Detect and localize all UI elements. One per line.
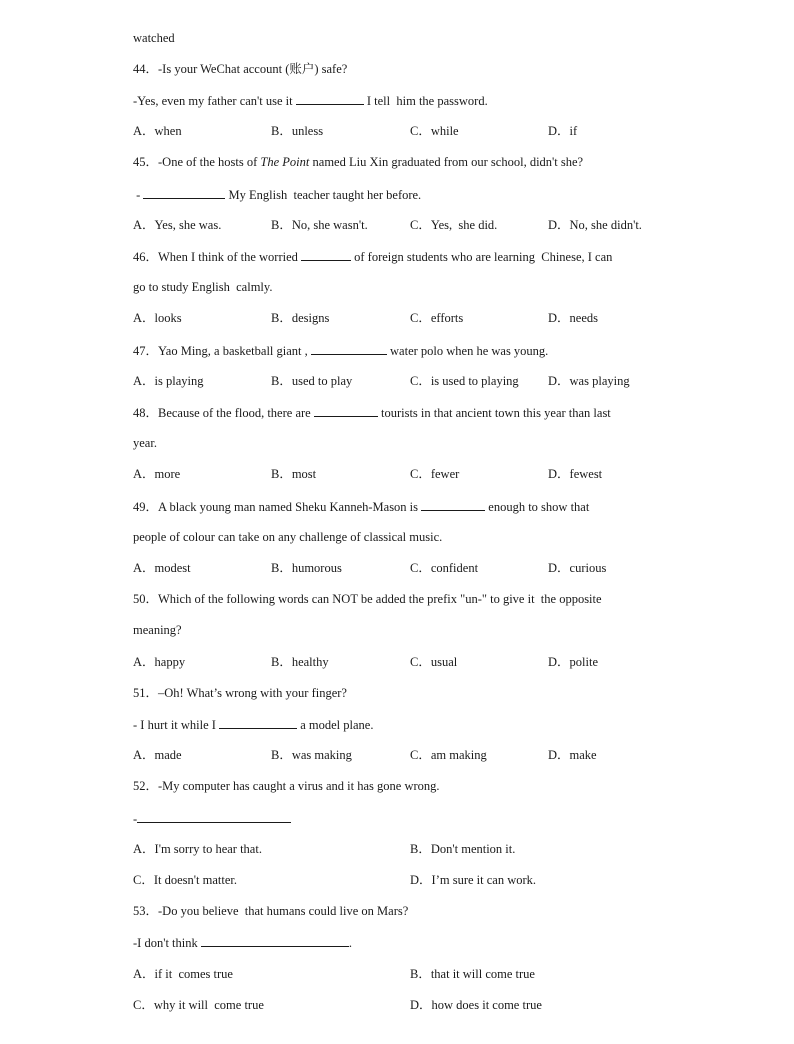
q49-option-a[interactable]: A．modest	[133, 561, 191, 575]
q49-stem: 49．A black young man named Sheku Kanneh-Mason is enough to show that	[133, 500, 590, 514]
q50-option-a[interactable]: A．happy	[133, 655, 186, 669]
q53-option-c[interactable]: C．why it will come true	[133, 998, 264, 1012]
q51-reply: - I hurt it while I a model plane.	[133, 718, 374, 732]
q50-stem-cont: meaning?	[133, 623, 182, 637]
q45-reply: - My English teacher taught her before.	[133, 188, 422, 202]
q49-stem-cont: people of colour can take on any challenge of classical music.	[133, 530, 443, 544]
q49-option-c[interactable]: C．confident	[410, 561, 479, 575]
q48-option-a[interactable]: A．more	[133, 467, 181, 481]
q46-option-c[interactable]: C．efforts	[410, 311, 464, 325]
q52-option-d[interactable]: D．I’m sure it can work.	[410, 873, 537, 887]
q53-option-a[interactable]: A．if it comes true	[133, 967, 233, 981]
q44-option-d[interactable]: D．if	[548, 124, 578, 138]
q47-option-d[interactable]: D．was playing	[548, 374, 630, 388]
q44-option-b[interactable]: B．unless	[271, 124, 324, 138]
answer-blank[interactable]	[201, 934, 349, 947]
program-title: The Point	[260, 155, 310, 169]
q50-option-d[interactable]: D．polite	[548, 655, 598, 669]
q48-option-b[interactable]: B．most	[271, 467, 317, 481]
q53-stem: 53．-Do you believe that humans could live on Mars?	[133, 904, 409, 918]
q44-reply: -Yes, even my father can't use it I tell him the password.	[133, 94, 488, 108]
q45-option-b[interactable]: B．No, she wasn't.	[271, 218, 368, 232]
q51-stem: 51．–Oh! What’s wrong with your finger?	[133, 686, 347, 700]
q51-option-a[interactable]: A．made	[133, 748, 182, 762]
answer-blank[interactable]	[314, 404, 378, 417]
q46-option-d[interactable]: D．needs	[548, 311, 598, 325]
answer-blank[interactable]	[219, 716, 297, 729]
q50-stem: 50．Which of the following words can NOT be added the prefix "un-" to give it the opposite	[133, 592, 602, 606]
q49-option-b[interactable]: B．humorous	[271, 561, 342, 575]
q46-stem: 46．When I think of the worried of foreign students who are learning Chinese, I can	[133, 250, 613, 264]
q52-option-b[interactable]: B．Don't mention it.	[410, 842, 516, 856]
q46-option-a[interactable]: A．looks	[133, 311, 182, 325]
intro-text: watched	[133, 31, 175, 45]
q45-option-d[interactable]: D．No, she didn't.	[548, 218, 642, 232]
q48-stem: 48．Because of the flood, there are tourists in that ancient town this year than last	[133, 406, 611, 420]
q51-option-d[interactable]: D．make	[548, 748, 597, 762]
q50-option-b[interactable]: B．healthy	[271, 655, 329, 669]
answer-blank[interactable]	[311, 342, 387, 355]
q52-stem: 52．-My computer has caught a virus and it has gone wrong.	[133, 779, 440, 793]
q52-option-a[interactable]: A．I'm sorry to hear that.	[133, 842, 262, 856]
q47-option-c[interactable]: C．is used to playing	[410, 374, 519, 388]
q46-stem-cont: go to study English calmly.	[133, 280, 273, 294]
answer-blank[interactable]	[296, 92, 364, 105]
q47-stem: 47．Yao Ming, a basketball giant , water polo when he was young.	[133, 344, 549, 358]
q52-reply: -	[133, 810, 291, 827]
q44-stem: 44．-Is your WeChat account (账户) safe?	[133, 62, 348, 76]
q52-option-c[interactable]: C．It doesn't matter.	[133, 873, 237, 887]
answer-blank[interactable]	[143, 186, 225, 199]
q44-option-a[interactable]: A．when	[133, 124, 182, 138]
q48-option-d[interactable]: D．fewest	[548, 467, 603, 481]
q53-reply: -I don't think .	[133, 936, 352, 950]
q51-option-c[interactable]: C．am making	[410, 748, 487, 762]
q53-option-b[interactable]: B．that it will come true	[410, 967, 535, 981]
q48-stem-cont: year.	[133, 436, 157, 450]
q50-option-c[interactable]: C．usual	[410, 655, 458, 669]
answer-blank[interactable]	[301, 248, 351, 261]
q48-option-c[interactable]: C．fewer	[410, 467, 460, 481]
q47-option-b[interactable]: B．used to play	[271, 374, 353, 388]
q46-option-b[interactable]: B．designs	[271, 311, 330, 325]
q45-option-a[interactable]: A．Yes, she was.	[133, 218, 222, 232]
q47-option-a[interactable]: A．is playing	[133, 374, 204, 388]
answer-blank[interactable]	[137, 810, 291, 823]
q53-option-d[interactable]: D．how does it come true	[410, 998, 542, 1012]
q51-option-b[interactable]: B．was making	[271, 748, 352, 762]
q45-stem: 45．-One of the hosts of The Point named Liu Xin graduated from our school, didn't she?	[133, 155, 584, 169]
q45-option-c[interactable]: C．Yes, she did.	[410, 218, 498, 232]
q49-option-d[interactable]: D．curious	[548, 561, 607, 575]
q44-option-c[interactable]: C．while	[410, 124, 459, 138]
answer-blank[interactable]	[421, 498, 485, 511]
